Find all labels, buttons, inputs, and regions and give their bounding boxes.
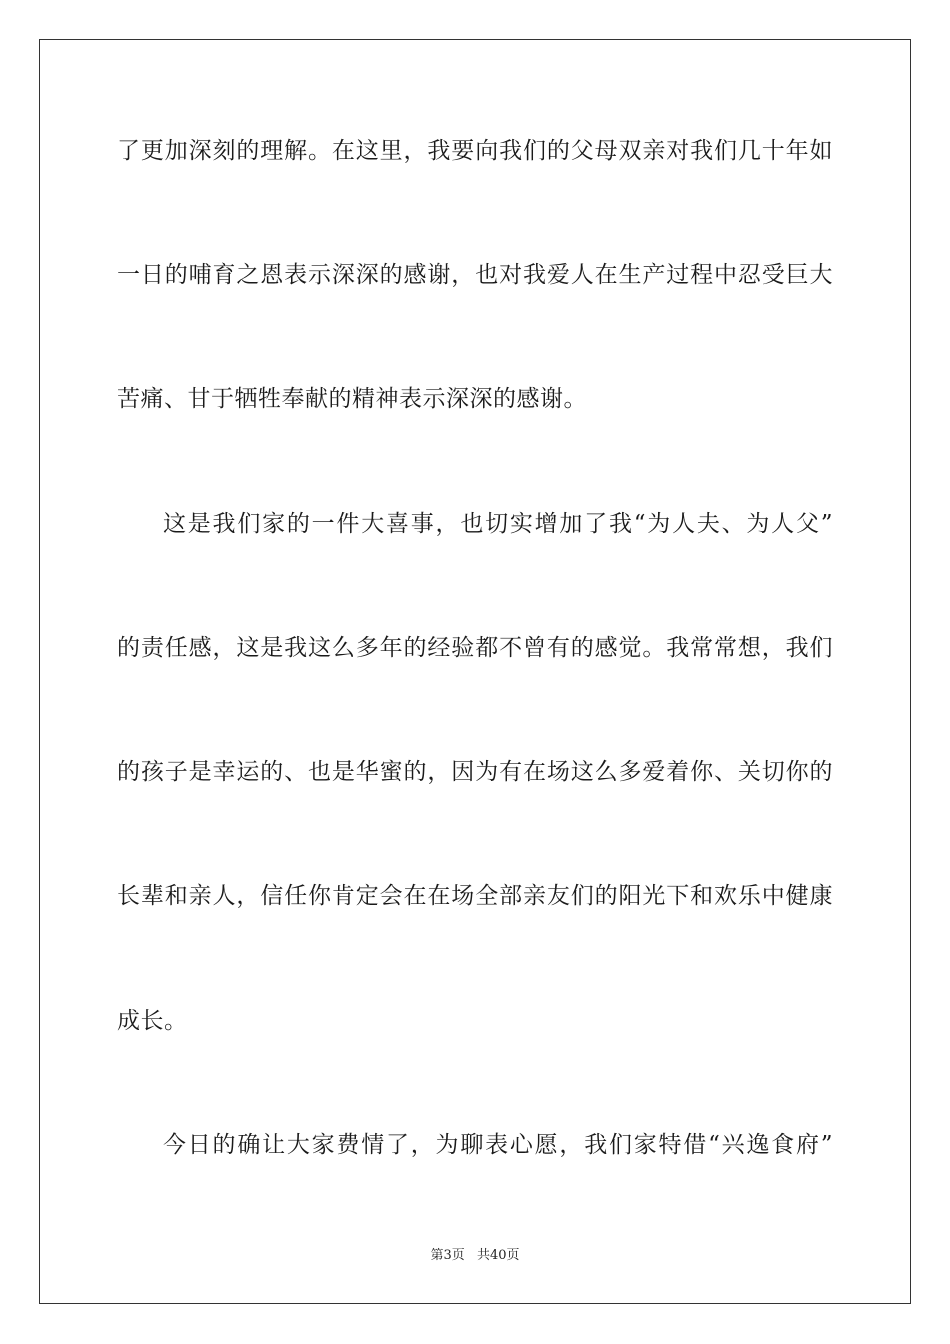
text-line: 的责任感，这是我这么多年的经验都不曾有的感觉。我常常想，我们 xyxy=(117,635,833,661)
text-line: 了更加深刻的理解。在这里，我要向我们的父母双亲对我们几十年如 xyxy=(117,138,833,164)
text-line: 长辈和亲人，信任你肯定会在在场全部亲友们的阳光下和欢乐中健康 xyxy=(117,883,833,909)
text-line: 一日的哺育之恩表示深深的感谢，也对我爱人在生产过程中忍受巨大 xyxy=(117,262,833,288)
text-line: 今日的确让大家费情了，为聊表心愿，我们家特借“兴逸食府” xyxy=(163,1132,833,1158)
text-line: 这是我们家的一件大喜事，也切实增加了我“为人夫、为人父” xyxy=(163,511,833,537)
page-frame xyxy=(39,39,911,1304)
page-number: 第3页 xyxy=(430,1248,465,1263)
text-line: 的孩子是幸运的、也是华蜜的，因为有在场这么多爱着你、关切你的 xyxy=(117,759,833,785)
text-line: 苦痛、甘于牺牲奉献的精神表示深深的感谢。 xyxy=(117,386,587,412)
page-total: 共40页 xyxy=(476,1248,520,1263)
page-footer xyxy=(0,1248,950,1264)
text-line: 成长。 xyxy=(117,1008,188,1034)
